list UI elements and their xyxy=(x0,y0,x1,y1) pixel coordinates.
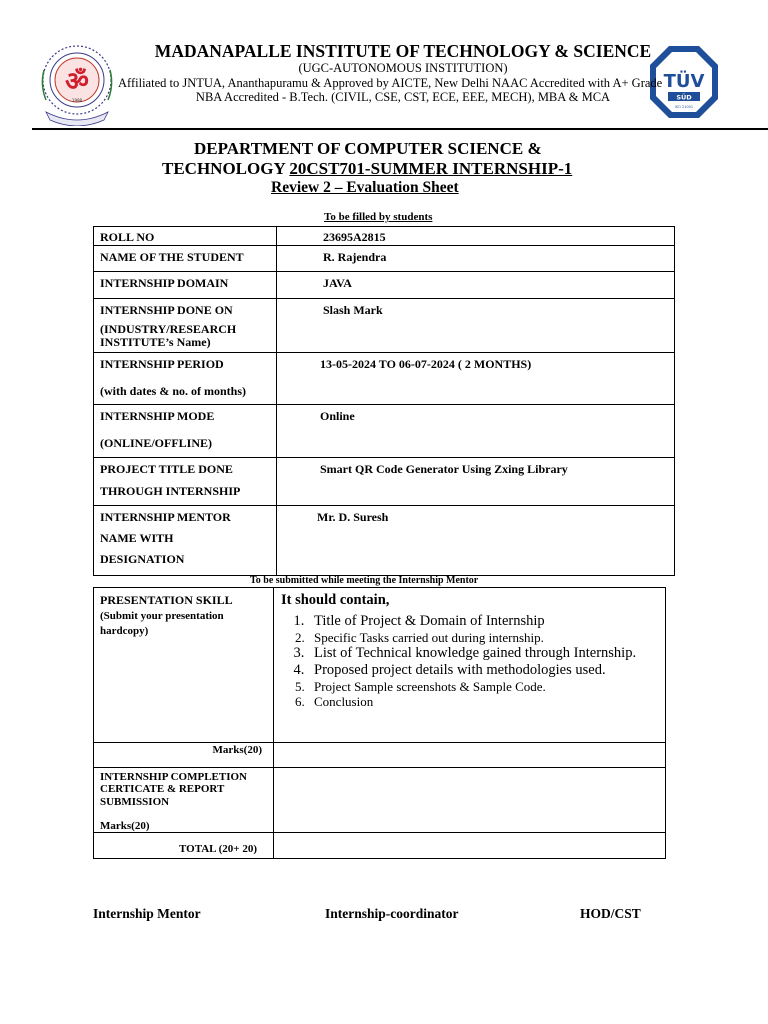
institution-type: (UGC-AUTONOMOUS INSTITUTION) xyxy=(298,61,508,75)
table-row xyxy=(94,588,666,743)
internship-domain-label: INTERNSHIP DOMAIN xyxy=(94,272,277,299)
signature-hod: HOD/CST xyxy=(580,906,641,921)
list-item: 4. Proposed project details with methodologies used. xyxy=(308,662,659,679)
table-row xyxy=(94,299,675,353)
table-row xyxy=(94,272,675,299)
certificate-label: INTERNSHIP COMPLETION CERTICATE & REPORT SUBMISSION xyxy=(100,771,247,808)
contain-title: It should contain, xyxy=(281,592,390,608)
table-row xyxy=(94,227,675,246)
internship-done-on-sublabel: (INDUSTRY/RESEARCH INSTITUTE’s Name) xyxy=(100,322,237,350)
internship-mentor-label: INTERNSHIP MENTOR xyxy=(100,510,231,524)
student-name-label: NAME OF THE STUDENT xyxy=(94,246,277,272)
table-row xyxy=(94,246,675,272)
certificate-cell xyxy=(94,768,274,833)
students-fill-note: To be filled by students xyxy=(324,211,433,223)
presentation-marks-value[interactable] xyxy=(274,743,666,768)
project-title-value: Smart QR Code Generator Using Zxing Library xyxy=(277,458,675,506)
review-title: Review 2 – Evaluation Sheet xyxy=(271,179,459,196)
internship-mentor-designation-label: DESIGNATION xyxy=(100,552,185,566)
internship-period-sublabel: (with dates & no. of months) xyxy=(100,384,247,398)
internship-mentor-sublabel: NAME WITH xyxy=(100,531,174,545)
internship-done-on-value: Slash Mark xyxy=(277,299,675,353)
internship-period-cell xyxy=(94,353,277,405)
project-title-sublabel: THROUGH INTERNSHIP xyxy=(100,484,241,498)
project-title-cell xyxy=(94,458,277,506)
svg-text:ISO 21001: ISO 21001 xyxy=(674,105,694,109)
list-item: 1. Title of Project & Domain of Internship xyxy=(308,613,659,630)
internship-mode-label: INTERNSHIP MODE xyxy=(100,409,215,423)
svg-text:TÜV: TÜV xyxy=(663,71,705,92)
table-row xyxy=(94,405,675,458)
internship-period-value: 13-05-2024 TO 06-07-2024 ( 2 MONTHS) xyxy=(277,353,675,405)
presentation-skill-cell xyxy=(94,588,274,743)
svg-text:ॐ: ॐ xyxy=(65,67,89,97)
certificate-marks-value[interactable] xyxy=(274,768,666,833)
internship-mode-value: Online xyxy=(277,405,675,458)
table-row xyxy=(94,743,666,768)
roll-no-label: ROLL NO xyxy=(94,227,277,246)
svg-text:SÜD: SÜD xyxy=(676,93,692,102)
department-title-line2 xyxy=(162,159,572,179)
signature-coordinator: Internship-coordinator xyxy=(325,906,459,921)
institution-name: MADANAPALLE INSTITUTE OF TECHNOLOGY & SCIENCE xyxy=(154,41,652,61)
internship-period-label: INTERNSHIP PERIOD xyxy=(100,357,224,371)
internship-mentor-cell xyxy=(94,506,277,576)
table-row xyxy=(94,353,675,405)
internship-done-on-cell xyxy=(94,299,277,353)
table-row xyxy=(94,458,675,506)
department-title-line1: DEPARTMENT OF COMPUTER SCIENCE & xyxy=(194,139,542,158)
mentor-submission-note: To be submitted while meeting the Internship Mentor xyxy=(250,575,479,586)
institution-affiliation: Affiliated to JNTUA, Ananthapuramu & Approved by AICTE, New Delhi NAAC Accredited with A+ Grade xyxy=(118,76,663,90)
presentation-skill-label: PRESENTATION SKILL xyxy=(100,593,232,607)
project-title-label: PROJECT TITLE DONE xyxy=(100,462,233,476)
student-name-value: R. Rajendra xyxy=(277,246,675,272)
list-item: 5. Project Sample screenshots & Sample Code. xyxy=(308,679,659,694)
total-label: TOTAL (20+ 20) xyxy=(94,833,274,859)
internship-domain-value: JAVA xyxy=(277,272,675,299)
table-row xyxy=(94,833,666,859)
nba-accreditation: NBA Accredited - B.Tech. (CIVIL, CSE, CST, ECE, EEE, MECH), MBA & MCA xyxy=(195,90,611,104)
svg-text:1998: 1998 xyxy=(71,98,83,103)
internship-done-on-label: INTERNSHIP DONE ON xyxy=(100,303,233,317)
department-title-prefix: TECHNOLOGY xyxy=(162,159,290,178)
student-details-table xyxy=(93,226,675,576)
table-row xyxy=(94,768,666,833)
table-row xyxy=(94,506,675,576)
presentation-skill-sublabel: (Submit your presentation hardcopy) xyxy=(100,595,238,637)
list-item: 2. Specific Tasks carried out during internship. xyxy=(308,630,659,645)
internship-mentor-value: Mr. D. Suresh xyxy=(277,506,675,576)
total-value[interactable] xyxy=(274,833,666,859)
certificate-marks-label: Marks(20) xyxy=(100,819,150,832)
presentation-marks-label: Marks(20) xyxy=(94,743,274,768)
course-code: 20CST701-SUMMER INTERNSHIP-1 xyxy=(289,159,573,178)
signature-mentor: Internship Mentor xyxy=(93,906,201,921)
evaluation-table xyxy=(93,587,666,859)
list-item: 3. List of Technical knowledge gained through Internship. xyxy=(308,645,659,662)
roll-no-value: 23695A2815 xyxy=(277,227,675,246)
internship-mode-cell xyxy=(94,405,277,458)
list-item: 6. Conclusion xyxy=(308,694,659,709)
contain-list xyxy=(281,613,659,709)
header-divider xyxy=(32,128,768,130)
internship-mode-sublabel: (ONLINE/OFFLINE) xyxy=(100,436,213,450)
presentation-requirements-cell xyxy=(274,588,666,743)
